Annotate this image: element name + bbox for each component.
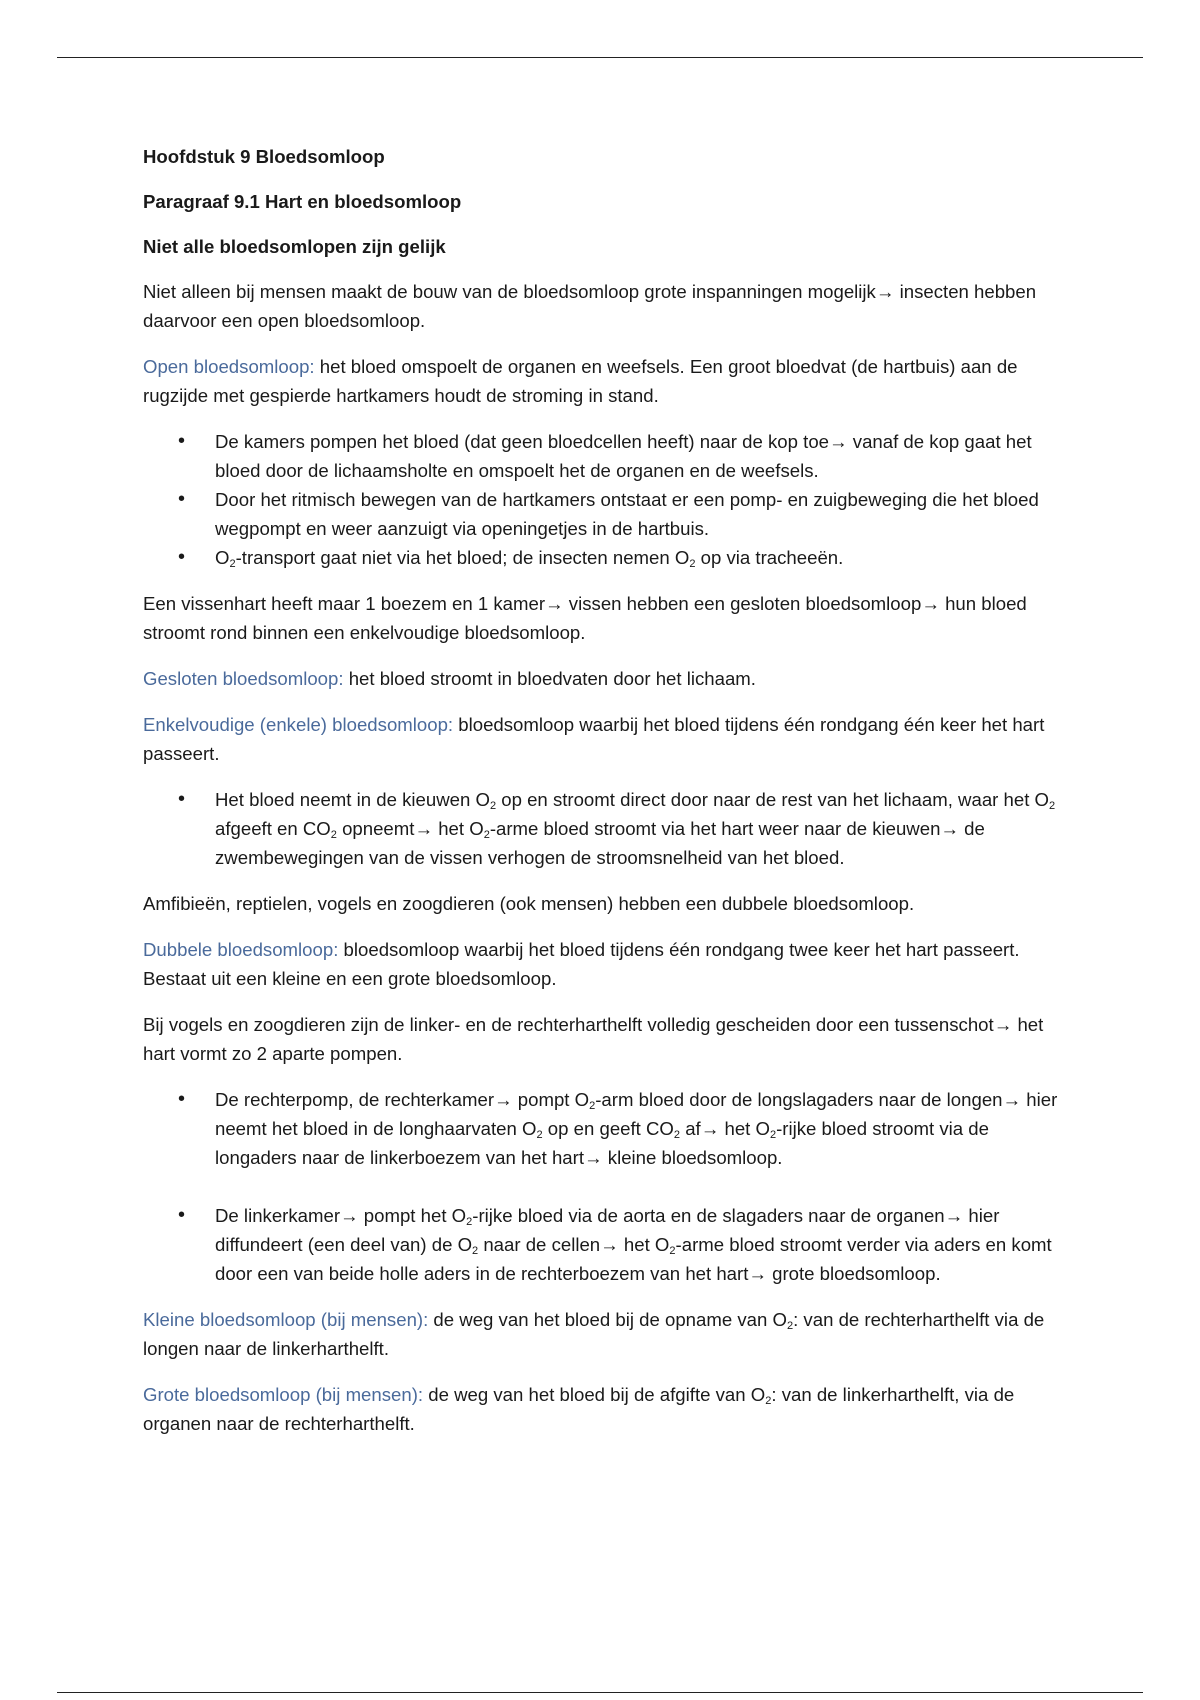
- list-item: • De kamers pompen het bloed (dat geen bloedcellen heeft) naar de kop toe→ vanaf de kop gaat het bloed door de lichaamsholte en omspoelt het de organen en de weefsels.: [215, 427, 1063, 485]
- term-large-circulation: Grote bloedsomloop (bij mensen):: [143, 1384, 424, 1405]
- arrow-icon: →: [600, 1234, 619, 1255]
- list-item: • Het bloed neemt in de kieuwen $O_2$ op en stroomt direct door naar de rest van het lichaam, waar het $O_2$ afgeeft en $CO_2$ opneemt→ het $O_2$-arme bloed stroomt via het hart weer naar de kieuwen→ de zwembewegingen van de vissen verhogen de stroomsnelheid van het bloed.: [215, 785, 1063, 872]
- arrow-icon: →: [1002, 1089, 1022, 1110]
- footer-rule: [57, 1692, 1143, 1693]
- definition-small-circulation: Kleine bloedsomloop (bij mensen): de weg van het bloed bij de opname van $O_2$: van de rechterharthelft via de longen naar de linkerharthelft.: [143, 1309, 1045, 1359]
- definition-single-circulation: Enkelvoudige (enkele) bloedsomloop: bloedsomloop waarbij het bloed tijdens één rondgang één keer het hart passeert.: [143, 714, 1045, 764]
- open-circulation-list: [143, 427, 1063, 572]
- arrow-icon: →: [494, 1089, 513, 1110]
- arrow-icon: →: [340, 1205, 359, 1226]
- list-item: • $O_2$-transport gaat niet via het bloed; de insecten nemen $O_2$ op via tracheeën.: [215, 543, 1063, 572]
- subsection-title: Niet alle bloedsomlopen zijn gelijk: [143, 236, 446, 257]
- arrow-icon: →: [414, 818, 434, 839]
- term-open-circulation: Open bloedsomloop:: [143, 356, 315, 377]
- term-single-circulation: Enkelvoudige (enkele) bloedsomloop:: [143, 714, 454, 735]
- arrow-icon: →: [829, 431, 848, 452]
- list-item: • De rechterpomp, de rechterkamer→ pompt $O_2$-arm bloed door de longslagaders naar de longen→ hier neemt het bloed in de longhaarvaten $O_2$ op en geeft $CO_2$ af→ het $O_2$-rijke bloed stroomt via de longaders naar de linkerboezem van het hart→ kleine bloedsomloop.: [215, 1085, 1063, 1172]
- list-item: • Door het ritmisch bewegen van de hartkamers ontstaat er een pomp- en zuigbeweging die het bloed wegpompt en weer aanzuigt via openingetjes in de hartbuis.: [215, 485, 1063, 543]
- arrow-icon: →: [921, 593, 940, 614]
- definition-double-circulation: Dubbele bloedsomloop: bloedsomloop waarbij het bloed tijdens één rondgang twee keer het hart passeert. Bestaat uit een kleine en een grote bloedsomloop.: [143, 939, 1020, 989]
- arrow-icon: →: [584, 1147, 603, 1168]
- term-small-circulation: Kleine bloedsomloop (bij mensen):: [143, 1309, 429, 1330]
- definition-large-circulation: Grote bloedsomloop (bij mensen): de weg van het bloed bij de afgifte van $O_2$: van de linkerharthelft, via de organen naar de rechterharthelft.: [143, 1384, 1015, 1434]
- fish-paragraph: Een vissenhart heeft maar 1 boezem en 1 kamer→ vissen hebben een gesloten bloedsomloop→ hun bloed stroomt rond binnen een enkelvoudige bloedsomloop.: [143, 593, 1027, 643]
- term-closed-circulation: Gesloten bloedsomloop:: [143, 668, 344, 689]
- arrow-icon: →: [700, 1118, 720, 1139]
- arrow-icon: →: [993, 1014, 1013, 1035]
- chapter-title: Hoofdstuk 9 Bloedsomloop: [143, 146, 385, 167]
- definition-closed-circulation: Gesloten bloedsomloop: het bloed stroomt in bloedvaten door het lichaam.: [143, 668, 756, 689]
- arrow-icon: →: [940, 818, 960, 839]
- definition-open-circulation: Open bloedsomloop: het bloed omspoelt de organen en weefsels. Een groot bloedvat (de hartbuis) aan de rugzijde met gespierde hartkamers houdt de stroming in stand.: [143, 356, 1018, 406]
- list-item: • De linkerkamer→ pompt het $O_2$-rijke bloed via de aorta en de slagaders naar de organen→ hier diffundeert (een deel van) de $O_2$ naar de cellen→ het $O_2$-arme bloed stroomt verder via aders en komt door een van beide holle aders in de rechterboezem van het hart→ grote bloedsomloop.: [215, 1201, 1063, 1288]
- single-circulation-list: [143, 785, 1063, 872]
- arrow-icon: →: [875, 281, 895, 302]
- arrow-icon: →: [944, 1205, 964, 1226]
- double-circulation-list: [143, 1085, 1063, 1288]
- arrow-icon: →: [748, 1263, 767, 1284]
- section-title: Paragraaf 9.1 Hart en bloedsomloop: [143, 191, 462, 212]
- document-body: [143, 142, 1063, 1455]
- intro-paragraph: Niet alleen bij mensen maakt de bouw van de bloedsomloop grote inspanningen mogelijk→ insecten hebben daarvoor een open bloedsomloop.: [143, 281, 1037, 331]
- arrow-icon: →: [545, 593, 564, 614]
- header-rule: [57, 57, 1143, 58]
- term-double-circulation: Dubbele bloedsomloop:: [143, 939, 339, 960]
- birds-paragraph: Bij vogels en zoogdieren zijn de linker- en de rechterharthelft volledig gescheiden door een tussenschot→ het hart vormt zo 2 aparte pompen.: [143, 1014, 1044, 1064]
- double-circulation-intro: Amfibieën, reptielen, vogels en zoogdieren (ook mensen) hebben een dubbele bloedsomloop.: [143, 893, 915, 914]
